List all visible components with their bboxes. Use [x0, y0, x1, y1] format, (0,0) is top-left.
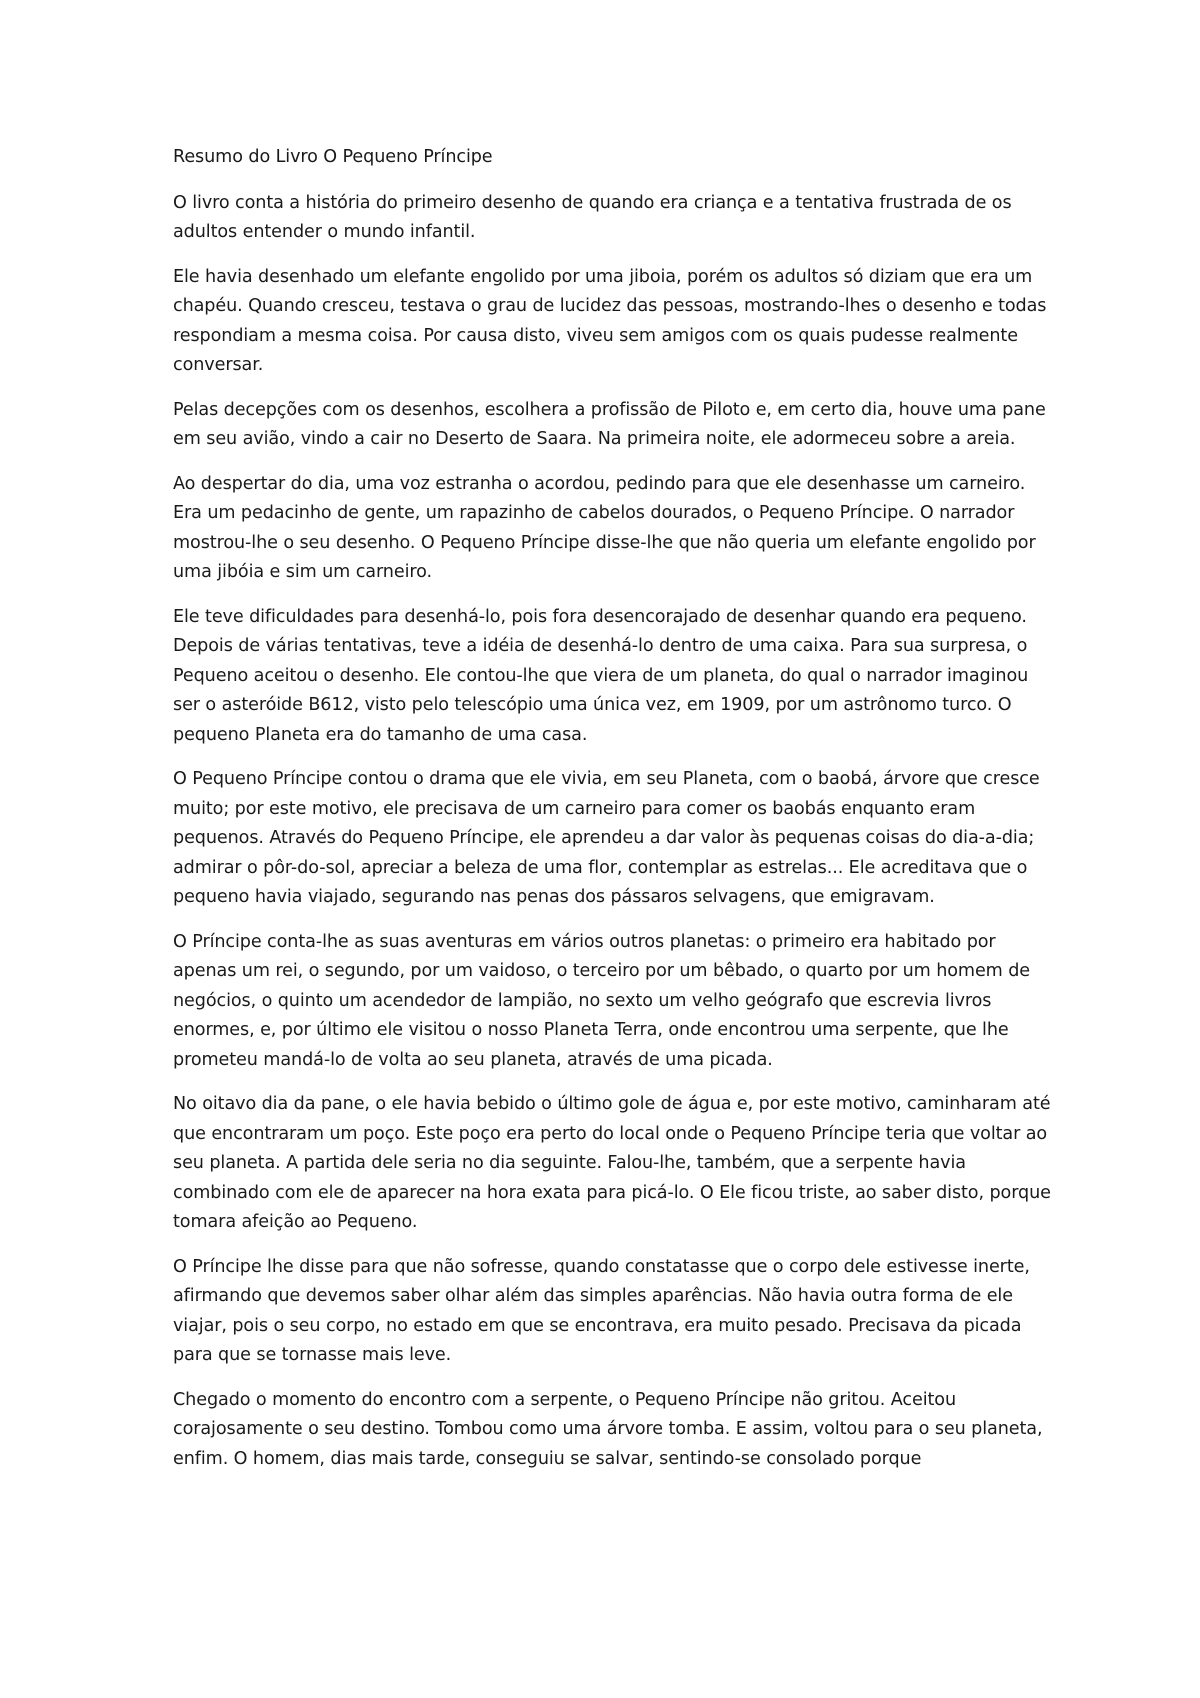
paragraph-5: Ele teve dificuldades para desenhá-lo, pois fora desencorajado de desenhar quando era pequeno. Depois de várias tentativas, teve a idéia de desenhá-lo dentro de uma caixa. Para sua surpresa, o Pequeno aceitou o desenho. Ele contou-lhe que viera de um planeta, do qual o narrador imaginou ser o asteróide B612, visto pelo telescópio uma única vez, em 1909, por um astrônomo turco. O pequeno Planeta era do tamanho de uma casa.	[173, 606, 1029, 745]
paragraph-2: Ele havia desenhado um elefante engolido por uma jiboia, porém os adultos só diziam que era um chapéu. Quando cresceu, testava o grau de lucidez das pessoas, mostrando-lhes o desenho e todas respondiam a mesma coisa. Por causa disto, viveu sem amigos com os quais pudesse realmente conversar.	[173, 266, 1047, 375]
paragraph-9: O Príncipe lhe disse para que não sofresse, quando constatasse que o corpo dele estivesse inerte, afirmando que devemos saber olhar além das simples aparências. Não havia outra forma de ele viajar, pois o seu corpo, no estado em que se encontrava, era muito pesado. Precisava da picada para que se tornasse mais leve.	[173, 1256, 1030, 1365]
document-body	[173, 143, 1053, 1489]
paragraph-6: O Pequeno Príncipe contou o drama que ele vivia, em seu Planeta, com o baobá, árvore que cresce muito; por este motivo, ele precisava de um carneiro para comer os baobás enquanto eram pequenos. Através do Pequeno Príncipe, ele aprendeu a dar valor às pequenas coisas do dia-a-dia; admirar o pôr-do-sol, apreciar a beleza de uma flor, contemplar as estrelas... Ele acreditava que o pequeno havia viajado, segurando nas penas dos pássaros selvagens, que emigravam.	[173, 769, 1040, 907]
paragraph-4: Ao despertar do dia, uma voz estranha o acordou, pedindo para que ele desenhasse um carneiro. Era um pedacinho de gente, um rapazinho de cabelos dourados, o Pequeno Príncipe. O narrador mostrou-lhe o seu desenho. O Pequeno Príncipe disse-lhe que não queria um elefante engolido por uma jibóia e sim um carneiro.	[173, 473, 1036, 582]
paragraph-1: O livro conta a história do primeiro desenho de quando era criança e a tentativa frustrada de os adultos entender o mundo infantil.	[173, 192, 1012, 242]
document-title: Resumo do Livro O Pequeno Príncipe	[173, 147, 493, 167]
paragraph-8: No oitavo dia da pane, o ele havia bebido o último gole de água e, por este motivo, caminharam até que encontraram um poço. Este poço era perto do local onde o Pequeno Príncipe teria que voltar ao seu planeta. A partida dele seria no dia seguinte. Falou-lhe, também, que a serpente havia combinado com ele de aparecer na hora exata para picá-lo. O Ele ficou triste, ao saber disto, porque tomara afeição ao Pequeno.	[173, 1094, 1051, 1232]
paragraph-10: Chegado o momento do encontro com a serpente, o Pequeno Príncipe não gritou. Aceitou corajosamente o seu destino. Tombou como uma árvore tomba. E assim, voltou para o seu planeta, enfim. O homem, dias mais tarde, conseguiu se salvar, sentindo-se consolado porque	[173, 1389, 1043, 1469]
paragraph-3: Pelas decepções com os desenhos, escolhera a profissão de Piloto e, em certo dia, houve uma pane em seu avião, vindo a cair no Deserto de Saara. Na primeira noite, ele adormeceu sobre a areia.	[173, 399, 1046, 449]
paragraph-7: O Príncipe conta-lhe as suas aventuras em vários outros planetas: o primeiro era habitado por apenas um rei, o segundo, por um vaidoso, o terceiro por um bêbado, o quarto por um homem de negócios, o quinto um acendedor de lampião, no sexto um velho geógrafo que escrevia livros enormes, e, por último ele visitou o nosso Planeta Terra, onde encontrou uma serpente, que lhe prometeu mandá-lo de volta ao seu planeta, através de uma picada.	[173, 931, 1030, 1070]
